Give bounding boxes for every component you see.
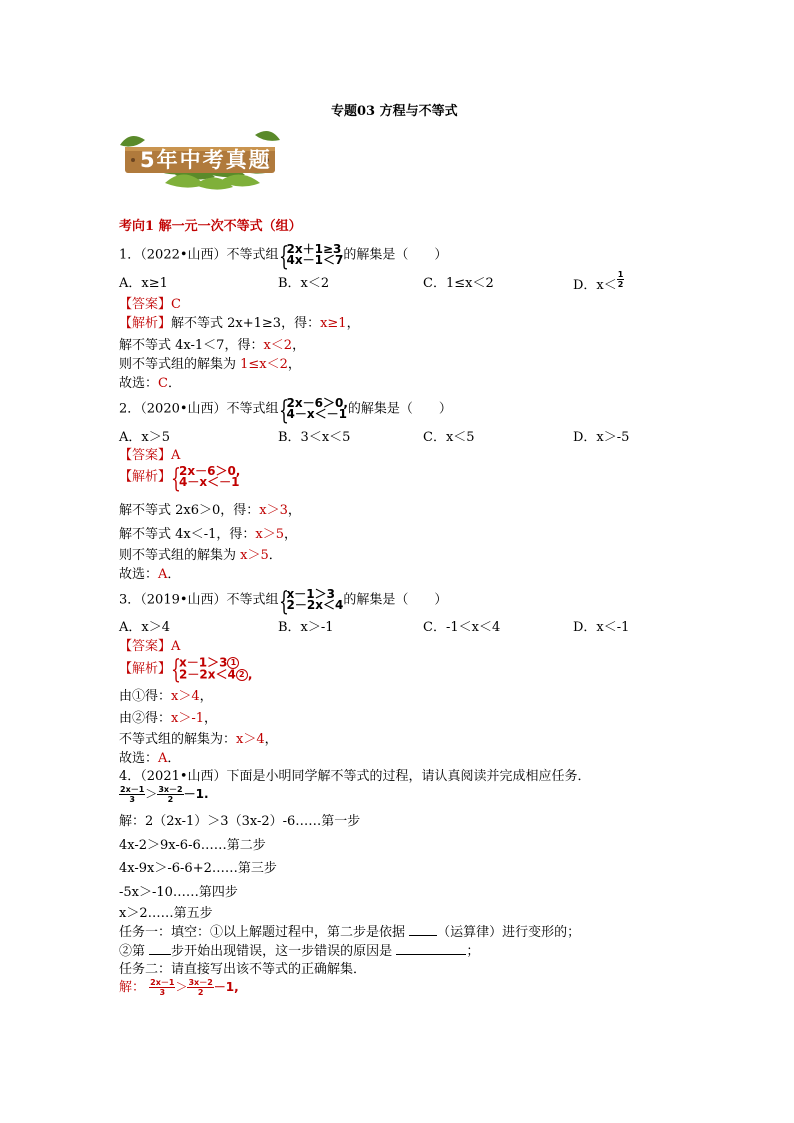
task-text: 任务一：填空：①以上解题过程中，第二步是依据 <box>119 925 406 940</box>
line-punct: ， <box>284 527 298 542</box>
fraction <box>187 978 213 997</box>
line-result: A <box>158 751 168 766</box>
frac-num: 2x－1 <box>120 785 145 794</box>
q1-sys-row: 4x－1＜7 <box>286 253 344 267</box>
q1-analysis-line <box>119 357 301 373</box>
q3-analysis-line <box>119 711 217 727</box>
sys-row-text: 2－2x＜4 <box>179 667 236 682</box>
q3-sys-row: x－1＞3 <box>286 587 335 601</box>
line-result: x＞3 <box>259 503 288 518</box>
answer-value: A <box>171 448 181 463</box>
q4-inequality <box>119 785 209 804</box>
q3-system: { x－1＞3 2－2x＜4 <box>278 587 344 617</box>
line-text: 解不等式 2x+1≥3，得： <box>171 316 321 331</box>
circled-number: 2 <box>236 669 248 681</box>
q3-analysis-sys: { x－1＞3 1 2－2x＜4 2 , <box>171 655 253 685</box>
q2-option-d: D．x＞-5 <box>573 430 630 445</box>
q3-option-b: B．x＞-1 <box>278 620 334 635</box>
answer-label: 【答案】 <box>119 639 172 654</box>
banner-text: 5年中考真题 <box>140 148 272 172</box>
q1-sys-row: 2x＋1≥3 <box>286 242 342 256</box>
line-punct: ， <box>199 689 213 704</box>
answer-value: A <box>171 639 181 654</box>
q1-analysis-line <box>119 316 360 332</box>
q1-answer <box>119 297 181 313</box>
q3-analysis-line <box>119 689 213 705</box>
frac-num: 3x－2 <box>188 978 213 987</box>
line-text: 则不等式组的解集为 <box>119 548 241 563</box>
q3-analysis-system <box>119 655 253 685</box>
fraction <box>149 978 175 997</box>
analysis-label: 【解析】 <box>119 316 172 331</box>
task-text: ②第 <box>119 944 146 959</box>
q2-analysis-line <box>119 527 297 543</box>
line-result: A <box>158 567 168 582</box>
q2-analysis-line <box>119 548 282 564</box>
sys-row-text: x－1＞3 <box>179 655 228 670</box>
q4-task2: 任务二：请直接写出该不等式的正确解集． <box>119 962 367 977</box>
fraction <box>157 785 183 804</box>
q1-option-a: A．x≥1 <box>119 276 168 291</box>
q3-sys-row: 2－2x＜4 <box>286 598 344 612</box>
q3-analysis-line <box>119 732 278 748</box>
q1-option-c: C．1≤x＜2 <box>423 276 494 291</box>
q1-option-d-text: D．x＜ <box>573 278 617 293</box>
line-punct: ． <box>268 548 282 563</box>
frac-num: 1 <box>617 270 624 279</box>
task-text: 步开始出现错误，这一步错误的原因是 <box>171 944 393 959</box>
frac-den: 2 <box>197 988 204 997</box>
q4-step: 4x-9x＞-6-6+2……第三步 <box>119 861 277 876</box>
q2-answer <box>119 448 180 464</box>
q3-stem-pre: 3．（2019•山西）不等式组 <box>119 592 279 608</box>
frac-den: 3 <box>129 795 135 804</box>
q1-option-b: B．x＜2 <box>278 276 330 291</box>
analysis-label: 【解析】 <box>119 469 172 485</box>
q1-analysis-line <box>119 376 181 392</box>
line-text: 解不等式 4x-1＜7，得： <box>119 338 264 353</box>
q4-task1-line2 <box>119 944 479 960</box>
q1-system: { 2x＋1≥3 4x－1＜7 <box>278 242 344 272</box>
line-punct: ， <box>287 503 301 518</box>
q2-system: { 2x－6＞0, 4－x＜－1 <box>278 396 348 426</box>
sys-row: 2x－6＞0, <box>179 464 241 478</box>
q3-option-c: C．-1＜x＜4 <box>423 620 501 635</box>
tail: －1, <box>213 980 239 994</box>
line-punct: ． <box>167 567 181 582</box>
task-text: ； <box>466 944 480 959</box>
line-punct: ． <box>167 376 181 391</box>
q2-option-a: A．x＞5 <box>119 430 170 445</box>
line-text: 故选： <box>119 567 159 582</box>
q4-stem: 4．（2021•山西）下面是小明同学解不等式的过程，请认真阅读并完成相应任务． <box>119 769 591 784</box>
q4-step: 4x-2＞9x-6-6……第二步 <box>119 838 266 853</box>
q2-stem <box>119 396 452 426</box>
line-punct: ， <box>292 338 306 353</box>
circled-number: 1 <box>227 657 239 669</box>
banner-graphic <box>115 125 285 193</box>
q2-analysis-line <box>119 567 180 583</box>
q2-analysis-system <box>119 464 241 494</box>
q2-stem-pre: 2．（2020•山西）不等式组 <box>119 401 279 417</box>
answer-blank[interactable] <box>409 935 437 936</box>
q2-option-b: B．3＜x＜5 <box>278 430 351 445</box>
q4-task1-line1 <box>119 925 580 941</box>
sys-row: 4－x＜－1 <box>179 475 240 489</box>
q2-sys-row: 4－x＜－1 <box>286 407 347 421</box>
q1-option-d-fraction <box>617 270 625 289</box>
q2-analysis-sys: { 2x－6＞0, 4－x＜－1 <box>171 464 241 494</box>
line-punct: ， <box>287 357 301 372</box>
q3-stem-post: 的解集是（ ） <box>343 592 448 608</box>
line-text: 则不等式组的解集为 <box>119 357 241 372</box>
frac-num: 2x－1 <box>150 978 175 987</box>
task-text: （运算律）进行变形的； <box>437 925 581 940</box>
operator: ＞ <box>145 787 158 801</box>
q1-option-d <box>573 270 624 293</box>
line-text: 不等式组的解集为： <box>119 732 237 747</box>
line-punct: ． <box>167 751 181 766</box>
q2-stem-post: 的解集是（ ） <box>347 401 452 417</box>
q4-step: 解：2（2x-1）＞3（3x-2）-6……第一步 <box>119 814 361 829</box>
line-result: 1≤x＜2 <box>240 357 288 372</box>
page-title: 专题03 方程与不等式 <box>331 104 458 119</box>
line-result: x＞-1 <box>171 711 205 726</box>
answer-label: 【答案】 <box>119 448 172 463</box>
frac-den: 2 <box>167 795 174 804</box>
answer-blank[interactable] <box>396 954 466 955</box>
line-text: 故选： <box>119 751 159 766</box>
q3-analysis-line <box>119 751 180 767</box>
section-heading: 考向1 解一元一次不等式（组） <box>119 219 302 234</box>
line-text: 故选： <box>119 376 159 391</box>
line-text: 由①得： <box>119 689 172 704</box>
q3-option-a: A．x＞4 <box>119 620 170 635</box>
q2-option-c: C．x＜5 <box>423 430 475 445</box>
q2-analysis-line <box>119 503 301 519</box>
line-result: C <box>158 376 168 391</box>
tail: －1. <box>183 787 209 801</box>
line-text: 解不等式 4x＜-1，得： <box>119 527 256 542</box>
line-result: x＞5 <box>240 548 269 563</box>
frac-num: 3x－2 <box>158 785 183 794</box>
q1-stem-post: 的解集是（ ） <box>343 247 448 263</box>
line-punct: ， <box>204 711 218 726</box>
line-result: x≥1 <box>320 316 347 331</box>
line-punct: ， <box>346 316 360 331</box>
line-result: x＞4 <box>236 732 265 747</box>
q1-stem <box>119 242 448 272</box>
line-punct: ， <box>264 732 278 747</box>
line-text: 解不等式 2x6＞0，得： <box>119 503 260 518</box>
line-result: x＞5 <box>255 527 285 542</box>
q3-option-d: D．x＜-1 <box>573 620 630 635</box>
q4-step: x＞2……第五步 <box>119 906 213 921</box>
line-result: x＞4 <box>171 689 200 704</box>
answer-blank[interactable] <box>149 954 171 955</box>
q4-step: -5x＞-10……第四步 <box>119 885 238 900</box>
line-result: x＜2 <box>263 338 293 353</box>
solution-label: 解： <box>119 980 146 995</box>
sys-row: 2－2x＜4 2 , <box>179 667 253 682</box>
answer-value: C <box>171 297 181 312</box>
q4-solution <box>119 978 239 997</box>
q1-stem-pre: 1．（2022•山西）不等式组 <box>119 247 279 263</box>
analysis-label: 【解析】 <box>119 661 172 677</box>
answer-label: 【答案】 <box>119 297 172 312</box>
line-text: 由②得： <box>119 711 172 726</box>
q3-stem <box>119 587 448 617</box>
q2-sys-row: 2x－6＞0, <box>286 396 348 410</box>
frac-den: 3 <box>159 988 166 997</box>
fraction <box>119 785 145 804</box>
q3-answer <box>119 639 180 655</box>
frac-den: 2 <box>617 280 624 289</box>
operator: ＞ <box>175 980 188 994</box>
q1-analysis-line <box>119 338 305 354</box>
